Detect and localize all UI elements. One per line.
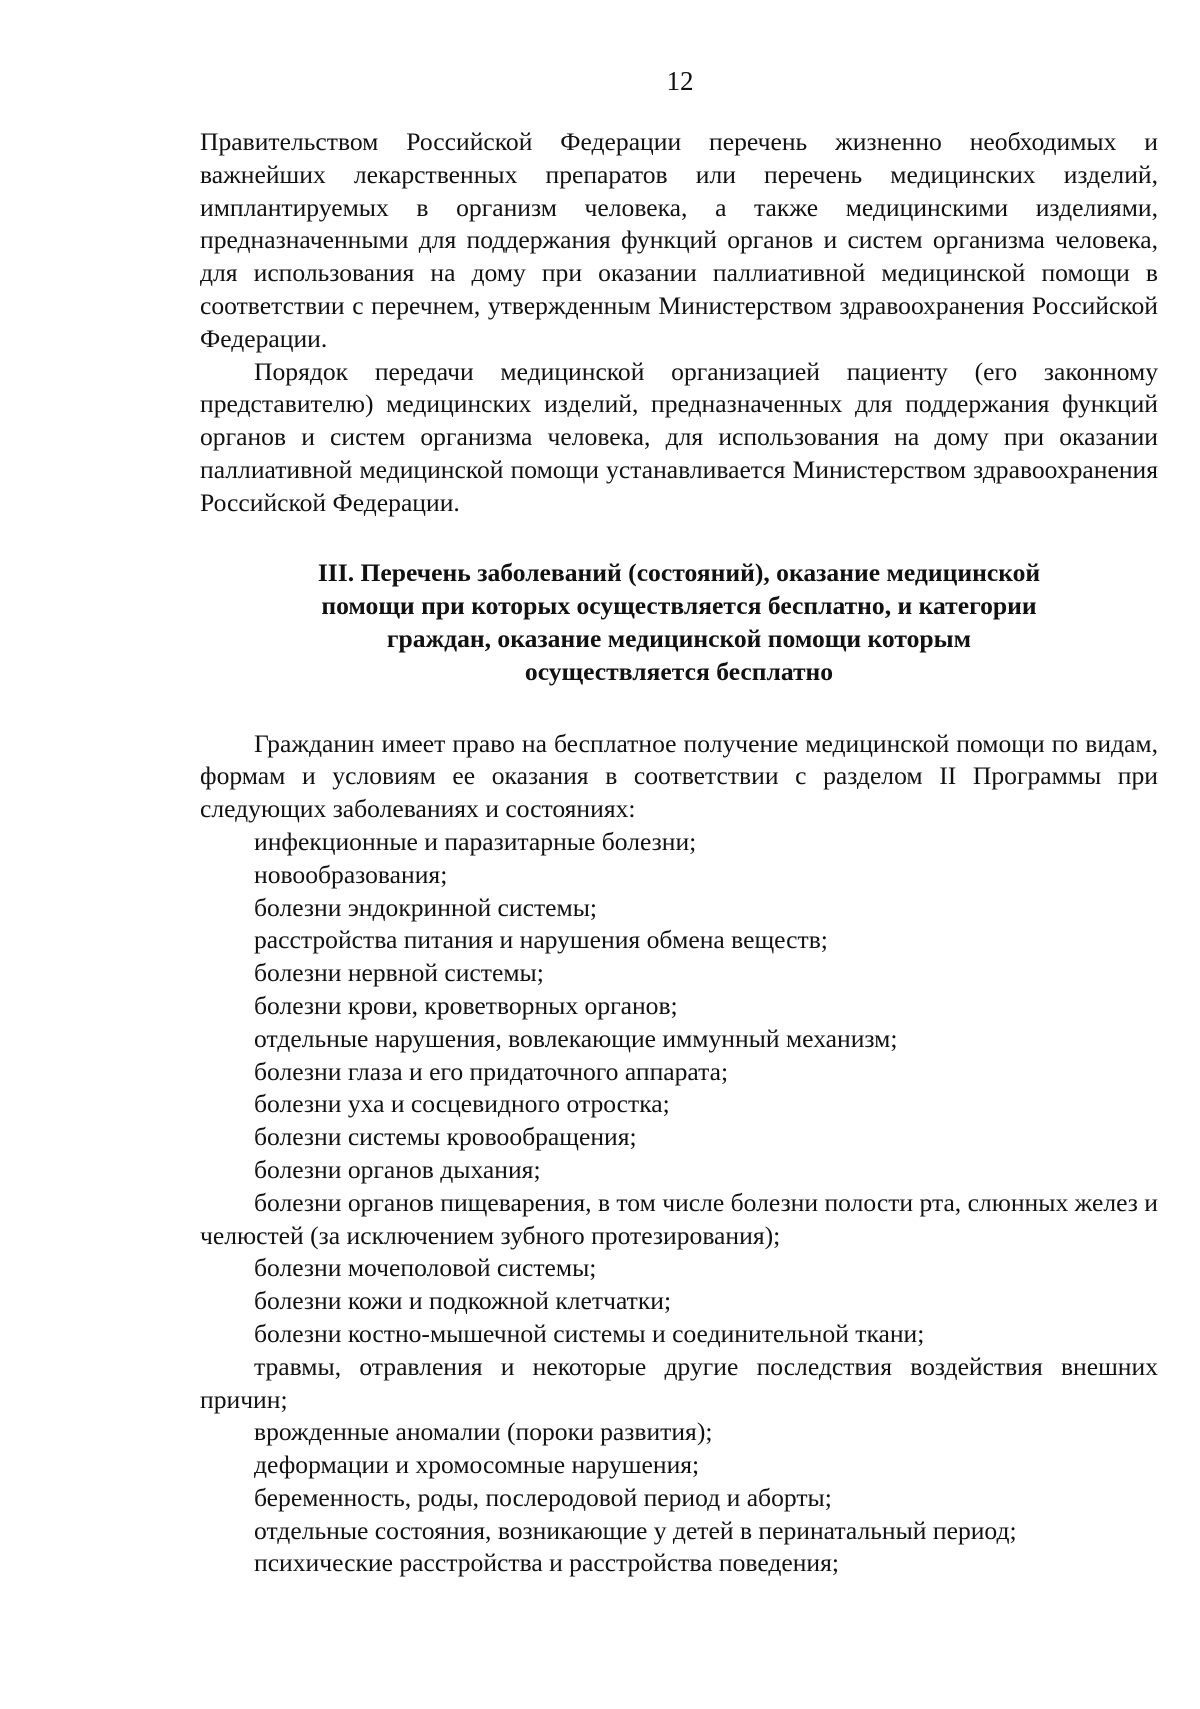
list-item: болезни уха и сосцевидного отростка; — [254, 1089, 670, 1119]
paragraph-continuation: Правительством Российской Федерации перечень жизненно необходимых и важнейших лекарственных препаратов или перечень медицинских изделий, имплантируемых в организм человека, а также медицинскими изделиями, предназначенными для поддержания функций органов и систем организма человека, для использования на дому при оказании паллиативной медицинской помощи в соответствии с перечнем, утвержденным Министерством здравоохранения Российской Федерации. — [200, 127, 1158, 353]
list-item: болезни органов пищеварения, в том числе болезни полости рта, слюнных желез и челюстей (за исключением зубного протезирования); — [200, 1187, 1158, 1250]
list-item: беременность, роды, послеродовой период и аборты; — [254, 1482, 832, 1512]
list-item: болезни органов дыхания; — [254, 1154, 541, 1184]
list-item: травмы, отравления и некоторые другие последствия воздействия внешних причин; — [200, 1351, 1158, 1414]
list-item: болезни системы кровообращения; — [254, 1122, 637, 1152]
list-item: болезни глаза и его придаточного аппарата; — [254, 1056, 729, 1086]
document-body — [200, 126, 1158, 1580]
section-heading — [200, 556, 1158, 688]
section-heading-line: осуществляется бесплатно — [524, 656, 834, 686]
paragraph-intro: Гражданин имеет право на бесплатное получение медицинской помощи по видам, формам и условиям ее оказания в соответствии с разделом II Программы при следующих заболеваниях и состояниях: — [200, 728, 1158, 824]
list-item: болезни крови, кроветворных органов; — [254, 990, 678, 1020]
list-item: отдельные нарушения, вовлекающие иммунный механизм; — [254, 1023, 898, 1053]
section-heading-line: граждан, оказание медицинской помощи которым — [386, 623, 972, 653]
list-item: расстройства питания и нарушения обмена веществ; — [254, 925, 828, 955]
page-number: 12 — [666, 66, 694, 96]
paragraph-transfer-procedure: Порядок передачи медицинской организацией пациенту (его законному представителю) медицинских изделий, предназначенных для поддержания функций органов и систем организма человека, для использования на дому при оказании паллиативной медицинской помощи устанавливается Министерством здравоохранения Российской Федерации. — [200, 356, 1158, 517]
list-item: болезни эндокринной системы; — [254, 892, 598, 922]
list-item: психические расстройства и расстройства поведения; — [254, 1548, 839, 1578]
list-item: новообразования; — [254, 859, 448, 889]
list-item: болезни кожи и подкожной клетчатки; — [254, 1286, 672, 1316]
list-item: болезни нервной системы; — [254, 958, 544, 988]
list-item: врожденные аномалии (пороки развития); — [254, 1417, 713, 1447]
list-item: деформации и хромосомные нарушения; — [254, 1450, 700, 1480]
section-heading-line: III. Перечень заболеваний (состояний), оказание медицинской — [317, 557, 1041, 587]
section-heading-line: помощи при которых осуществляется бесплатно, и категории — [321, 590, 1037, 620]
list-item: отдельные состояния, возникающие у детей в перинатальный период; — [254, 1515, 1017, 1545]
list-item: болезни костно-мышечной системы и соединительной ткани; — [254, 1318, 925, 1348]
list-item: болезни мочеполовой системы; — [254, 1253, 597, 1283]
list-item: инфекционные и паразитарные болезни; — [254, 826, 697, 856]
disease-list — [200, 826, 1158, 1580]
